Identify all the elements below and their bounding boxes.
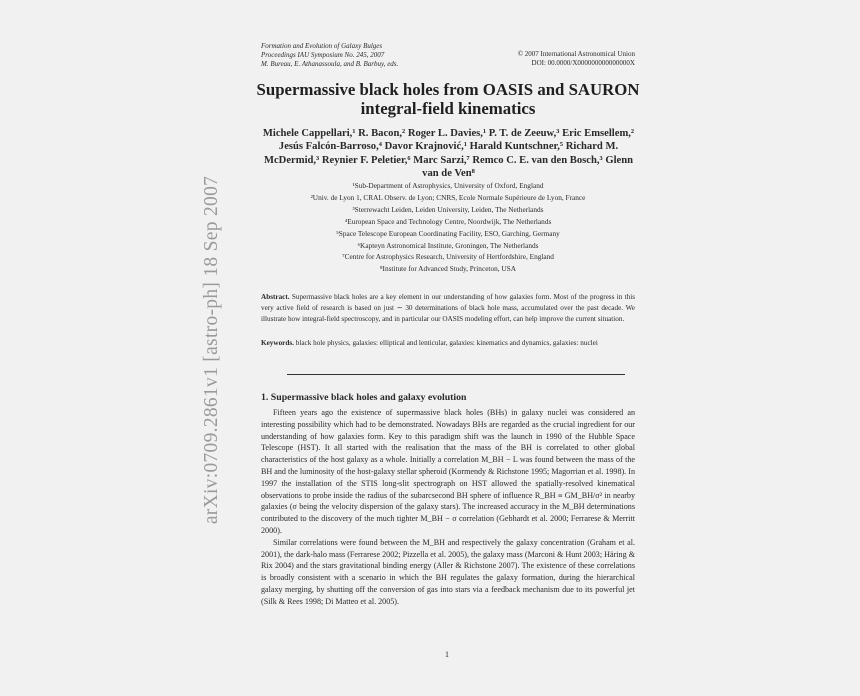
affiliation-list <box>248 180 648 275</box>
header-line: Formation and Evolution of Galaxy Bulges <box>261 42 383 50</box>
paragraph: Fifteen years ago the existence of supermassive black holes (BHs) in galaxy nuclei was considered an interesting possibility which had to be demonstrated. Nowadays BHs are regarded as the crucial ingredient for our understanding of how galaxies form. Key to this paradigm shift was the launch in 1990 of the Hubble Space Telescope (HST). It all started with the realisation that the mass of the BH is correlated to other global characteristics of the host galaxy as a whole. Initially a correlation M_BH − L was found between the mass of the BH and the luminosity of the host-galaxy stellar spheroid (Kormendy & Richstone 1995; Magorrian et al. 1998). In 1997 the installation of the STIS long-slit spectrograph on HST allowed the spatially-resolved kinematical observations to probe inside the radius of the subarcsecond BH sphere of influence R_BH ≡ GM_BH/σ² in nearby galaxies (σ being the velocity dispersion of the galaxy stars). The increased accuracy in the M_BH determinations contributed to the discovery of the much tighter M_BH − σ correlation (Gebhardt et al. 2000; Ferrarese & Merritt 2000). <box>261 408 635 535</box>
affiliation: ⁴European Space and Technology Centre, Noordwijk, The Netherlands <box>344 216 552 226</box>
keywords-text: black hole physics, galaxies: elliptical and lenticular, galaxies: kinematics and dynamics, galaxies: nuclei <box>295 339 598 347</box>
paper-title: Supermassive black holes from OASIS and SAURON integral-field kinematics <box>256 80 640 118</box>
abstract-label: Abstract. <box>261 293 290 301</box>
affiliation: ⁷Centre for Astrophysics Research, University of Hertfordshire, England <box>342 252 554 262</box>
affiliation: ²Univ. de Lyon 1, CRAL Observ. de Lyon; CNRS, Ecole Normale Supérieure de Lyon, France <box>310 192 586 202</box>
divider <box>287 374 625 375</box>
paragraph: Similar correlations were found between the M_BH and respectively the galaxy concentration (Graham et al. 2001), the dark-halo mass (Ferrarese 2002; Pizzella et al. 2005), the galaxy mass (Marconi & Hunt 2003; Häring & Rix 2004) and the stars gravitational binding energy (Aller & Richstone 2007). The existence of these correlations is broadly consistent with a scenario in which the BH regulates the galaxy formation, during the hierarchical galaxy merging, by shutting off the conversion of gas into stars via a feedback mechanism due to its powerful jet (Silk & Rees 1998; Di Matteo et al. 2005). <box>261 537 635 606</box>
affiliation: ³Sterrewacht Leiden, Leiden University, Leiden, The Netherlands <box>352 204 544 214</box>
section-body <box>261 407 635 608</box>
copyright-line: © 2007 International Astronomical Union <box>517 50 635 58</box>
arxiv-id: arXiv:0709.2861v1 [astro-ph] 18 Sep 2007 <box>201 175 222 525</box>
page-number: 1 <box>445 650 449 659</box>
affiliation: ⁶Kapteyn Astronomical Institute, Groningen, The Netherlands <box>357 240 539 250</box>
keywords <box>261 338 635 349</box>
abstract <box>261 292 635 326</box>
copyright-header <box>518 50 635 68</box>
affiliation: ¹Sub-Department of Astrophysics, University of Oxford, England <box>352 181 544 190</box>
header-line: M. Bureau, E. Athanassoula, and B. Barbuy, eds. <box>261 60 399 68</box>
header-line: Proceedings IAU Symposium No. 245, 2007 <box>261 51 385 59</box>
doi-line: DOI: 00.0000/X000000000000000X <box>531 59 635 67</box>
author-list: Michele Cappellari,¹ R. Bacon,² Roger L. Davies,¹ P. T. de Zeeuw,³ Eric Emsellem,² Jesús Falcón-Barroso,⁴ Davor Krajnović,¹ Harald Kuntschner,⁵ Richard M. McDermid,³ Reynier F. Peletier,⁶ Marc Sarzi,⁷ Remco C. E. van den Bosch,³ Glenn van de Ven⁸ <box>262 128 635 179</box>
affiliation: ⁸Institute for Advanced Study, Princeton, USA <box>379 264 517 274</box>
keywords-label: Keywords. <box>261 339 294 347</box>
section-heading: 1. Supermassive black holes and galaxy evolution <box>261 392 467 403</box>
affiliation: ⁵Space Telescope European Coordinating Facility, ESO, Garching, Germany <box>336 228 560 238</box>
abstract-text: Supermassive black holes are a key element in our understanding of how galaxies form. Most of the progress in this very active field of research is based on just ∼ 30 determinations of black hole mass, accumulated over the past decade. We illustrate how integral-field spectroscopy, and in particular our OASIS modeling effort, can help improve the current situation. <box>261 293 635 324</box>
